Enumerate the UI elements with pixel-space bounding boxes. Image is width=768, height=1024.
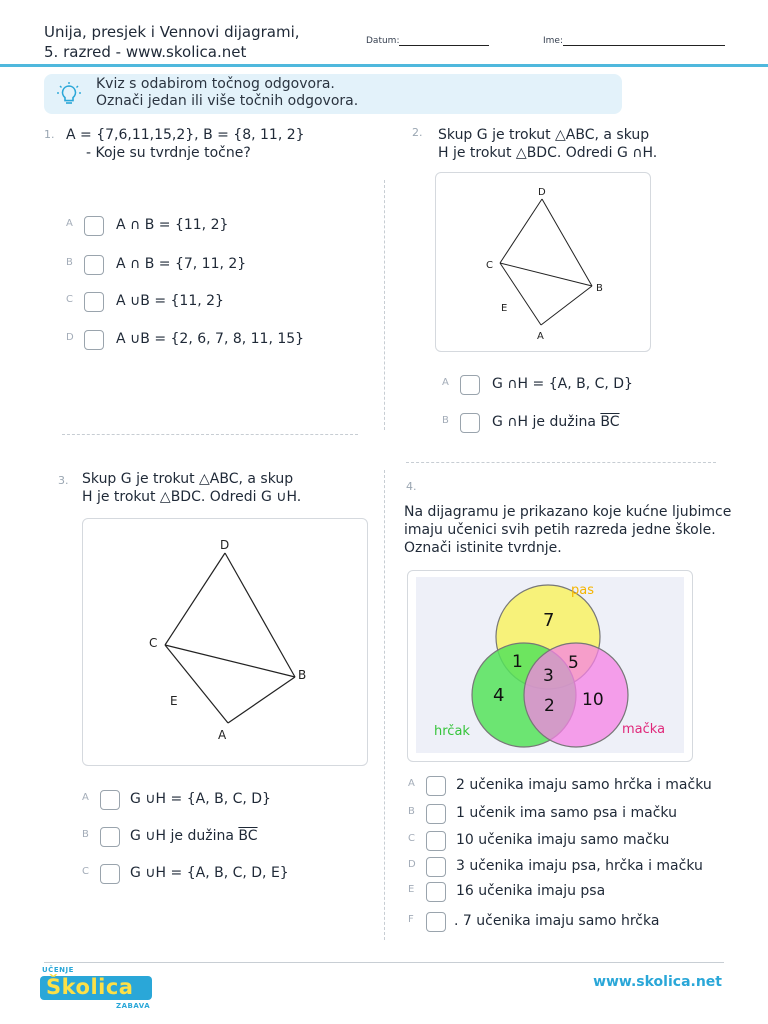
option-text: 16 učenika imaju psa bbox=[456, 883, 606, 899]
title-line-1: Unija, presjek i Vennovi dijagrami, bbox=[44, 23, 300, 41]
point-a-label: A bbox=[537, 331, 544, 342]
info-text bbox=[96, 76, 358, 110]
logo-bottom-text: ZABAVA bbox=[116, 1002, 151, 1010]
point-e-label: E bbox=[501, 303, 508, 314]
q2-number: 2. bbox=[412, 126, 423, 139]
q4-text bbox=[404, 503, 731, 557]
option-text: G ∪H = {A, B, C, D} bbox=[130, 791, 271, 807]
q3-line-1: Skup G je trokut △ABC, a skup bbox=[82, 471, 294, 487]
option-letter: A bbox=[82, 792, 89, 803]
q3-text bbox=[82, 470, 301, 506]
venn-value-pas-hrcak: 1 bbox=[512, 652, 523, 672]
skolica-logo bbox=[40, 966, 156, 1012]
venn-label-macka: mačka bbox=[622, 722, 666, 737]
option-letter: A bbox=[442, 377, 449, 388]
checkbox[interactable] bbox=[84, 216, 104, 236]
option-text: A ∩ B = {7, 11, 2} bbox=[116, 256, 247, 272]
option-letter: F bbox=[408, 914, 414, 925]
point-c-label: C bbox=[149, 636, 158, 650]
info-line-2: Označi jedan ili više točnih odgovora. bbox=[96, 93, 359, 109]
column-divider-bottom bbox=[384, 470, 385, 940]
checkbox[interactable] bbox=[426, 912, 446, 932]
option-letter: D bbox=[408, 859, 416, 870]
name-label: Ime: bbox=[543, 36, 563, 46]
q2-line-2: H je trokut △BDC. Odredi G ∩H. bbox=[438, 145, 658, 161]
footer-website-link[interactable]: www.skolica.net bbox=[593, 974, 722, 990]
section-divider-left bbox=[62, 434, 358, 435]
point-d-label: D bbox=[220, 538, 230, 552]
logo-top-text: UČENJE bbox=[42, 966, 74, 974]
checkbox[interactable] bbox=[460, 375, 480, 395]
checkbox[interactable] bbox=[426, 776, 446, 796]
lightbulb-icon bbox=[57, 82, 81, 108]
option-letter: B bbox=[82, 829, 89, 840]
option-letter: C bbox=[82, 866, 89, 877]
option-letter: B bbox=[66, 257, 73, 268]
date-label: Datum: bbox=[366, 36, 400, 46]
q1-text bbox=[66, 126, 305, 162]
q1-line-2: - Koje su tvrdnje točne? bbox=[86, 145, 251, 161]
venn-value-pas-macka: 5 bbox=[568, 653, 579, 673]
option-text: 2 učenika imaju samo hrčka i mačku bbox=[456, 777, 712, 793]
footer-divider bbox=[44, 962, 724, 963]
option-text: 1 učenik ima samo psa i mačku bbox=[456, 805, 677, 821]
q2-line-1: Skup G je trokut △ABC, a skup bbox=[438, 127, 650, 143]
q2-text bbox=[438, 126, 657, 162]
date-field[interactable] bbox=[366, 36, 489, 46]
section-divider-right bbox=[406, 462, 716, 463]
checkbox[interactable] bbox=[84, 255, 104, 275]
venn-value-pas-only: 7 bbox=[543, 610, 555, 631]
venn-label-pas: pas bbox=[571, 583, 594, 598]
venn-label-hrcak: hrčak bbox=[434, 724, 470, 739]
point-a-label: A bbox=[218, 728, 227, 742]
info-line-1: Kviz s odabirom točnog odgovora. bbox=[96, 76, 335, 92]
name-field[interactable] bbox=[543, 36, 725, 46]
checkbox[interactable] bbox=[426, 882, 446, 902]
option-letter: C bbox=[408, 833, 415, 844]
q3-triangle-figure bbox=[82, 518, 368, 766]
checkbox[interactable] bbox=[84, 292, 104, 312]
venn-value-all: 3 bbox=[543, 666, 554, 686]
name-line bbox=[563, 37, 725, 46]
q1-number: 1. bbox=[44, 128, 55, 141]
venn-diagram bbox=[408, 571, 692, 761]
segment-bc: $\overline{BC}$ bbox=[238, 828, 258, 844]
q4-line-3: Označi istinite tvrdnje. bbox=[404, 540, 562, 556]
worksheet-title bbox=[44, 22, 300, 62]
checkbox[interactable] bbox=[100, 864, 120, 884]
option-text: 10 učenika imaju samo mačku bbox=[456, 832, 670, 848]
venn-value-hrcak-only: 4 bbox=[493, 685, 505, 706]
checkbox[interactable] bbox=[100, 827, 120, 847]
header-divider bbox=[0, 64, 768, 67]
segment-bc: $\overline{BC}$ bbox=[600, 414, 620, 430]
venn-value-hrcak-macka: 2 bbox=[544, 696, 555, 716]
option-text bbox=[492, 414, 620, 430]
option-text: A ∩ B = {11, 2} bbox=[116, 217, 229, 233]
point-e-label: E bbox=[170, 694, 178, 708]
point-b-label: B bbox=[298, 668, 307, 682]
option-letter: C bbox=[66, 294, 73, 305]
triangle-diagram bbox=[436, 173, 650, 351]
q1-line-1: A = {7,6,11,15,2}, B = {8, 11, 2} bbox=[66, 127, 305, 143]
checkbox[interactable] bbox=[100, 790, 120, 810]
point-c-label: C bbox=[486, 260, 493, 271]
q2-triangle-figure bbox=[435, 172, 651, 352]
q4-venn-figure bbox=[407, 570, 693, 762]
option-text-prefix: G ∪H je dužina bbox=[130, 828, 239, 844]
option-text bbox=[130, 828, 258, 844]
option-text: G ∩H = {A, B, C, D} bbox=[492, 376, 633, 392]
option-text: G ∪H = {A, B, C, D, E} bbox=[130, 865, 289, 881]
checkbox[interactable] bbox=[84, 330, 104, 350]
column-divider-top bbox=[384, 180, 385, 430]
option-text: 3 učenika imaju psa, hrčka i mačku bbox=[456, 858, 703, 874]
date-line bbox=[399, 37, 489, 46]
option-letter: D bbox=[66, 332, 74, 343]
checkbox[interactable] bbox=[426, 857, 446, 877]
option-text: A ∪B = {11, 2} bbox=[116, 293, 224, 309]
option-text: A ∪B = {2, 6, 7, 8, 11, 15} bbox=[116, 331, 305, 347]
option-letter: B bbox=[442, 415, 449, 426]
title-line-2: 5. razred - www.skolica.net bbox=[44, 43, 247, 61]
option-text-prefix: G ∩H je dužina bbox=[492, 414, 601, 430]
point-b-label: B bbox=[596, 283, 603, 294]
option-text: . 7 učenika imaju samo hrčka bbox=[454, 913, 660, 929]
triangle-diagram bbox=[83, 519, 367, 765]
checkbox[interactable] bbox=[426, 804, 446, 824]
logo-main-text: Školica bbox=[46, 975, 134, 999]
option-letter: E bbox=[408, 884, 415, 895]
option-letter: A bbox=[408, 778, 415, 789]
checkbox[interactable] bbox=[460, 413, 480, 433]
q4-line-1: Na dijagramu je prikazano koje kućne ljubimce bbox=[404, 504, 732, 520]
checkbox[interactable] bbox=[426, 831, 446, 851]
q4-line-2: imaju učenici svih petih razreda jedne škole. bbox=[404, 522, 716, 538]
option-letter: A bbox=[66, 218, 73, 229]
q4-number: 4. bbox=[406, 480, 417, 493]
venn-value-macka-only: 10 bbox=[582, 690, 604, 710]
option-letter: B bbox=[408, 806, 415, 817]
q3-number: 3. bbox=[58, 474, 69, 487]
point-d-label: D bbox=[538, 187, 546, 198]
q3-line-2: H je trokut △BDC. Odredi G ∪H. bbox=[82, 489, 302, 505]
